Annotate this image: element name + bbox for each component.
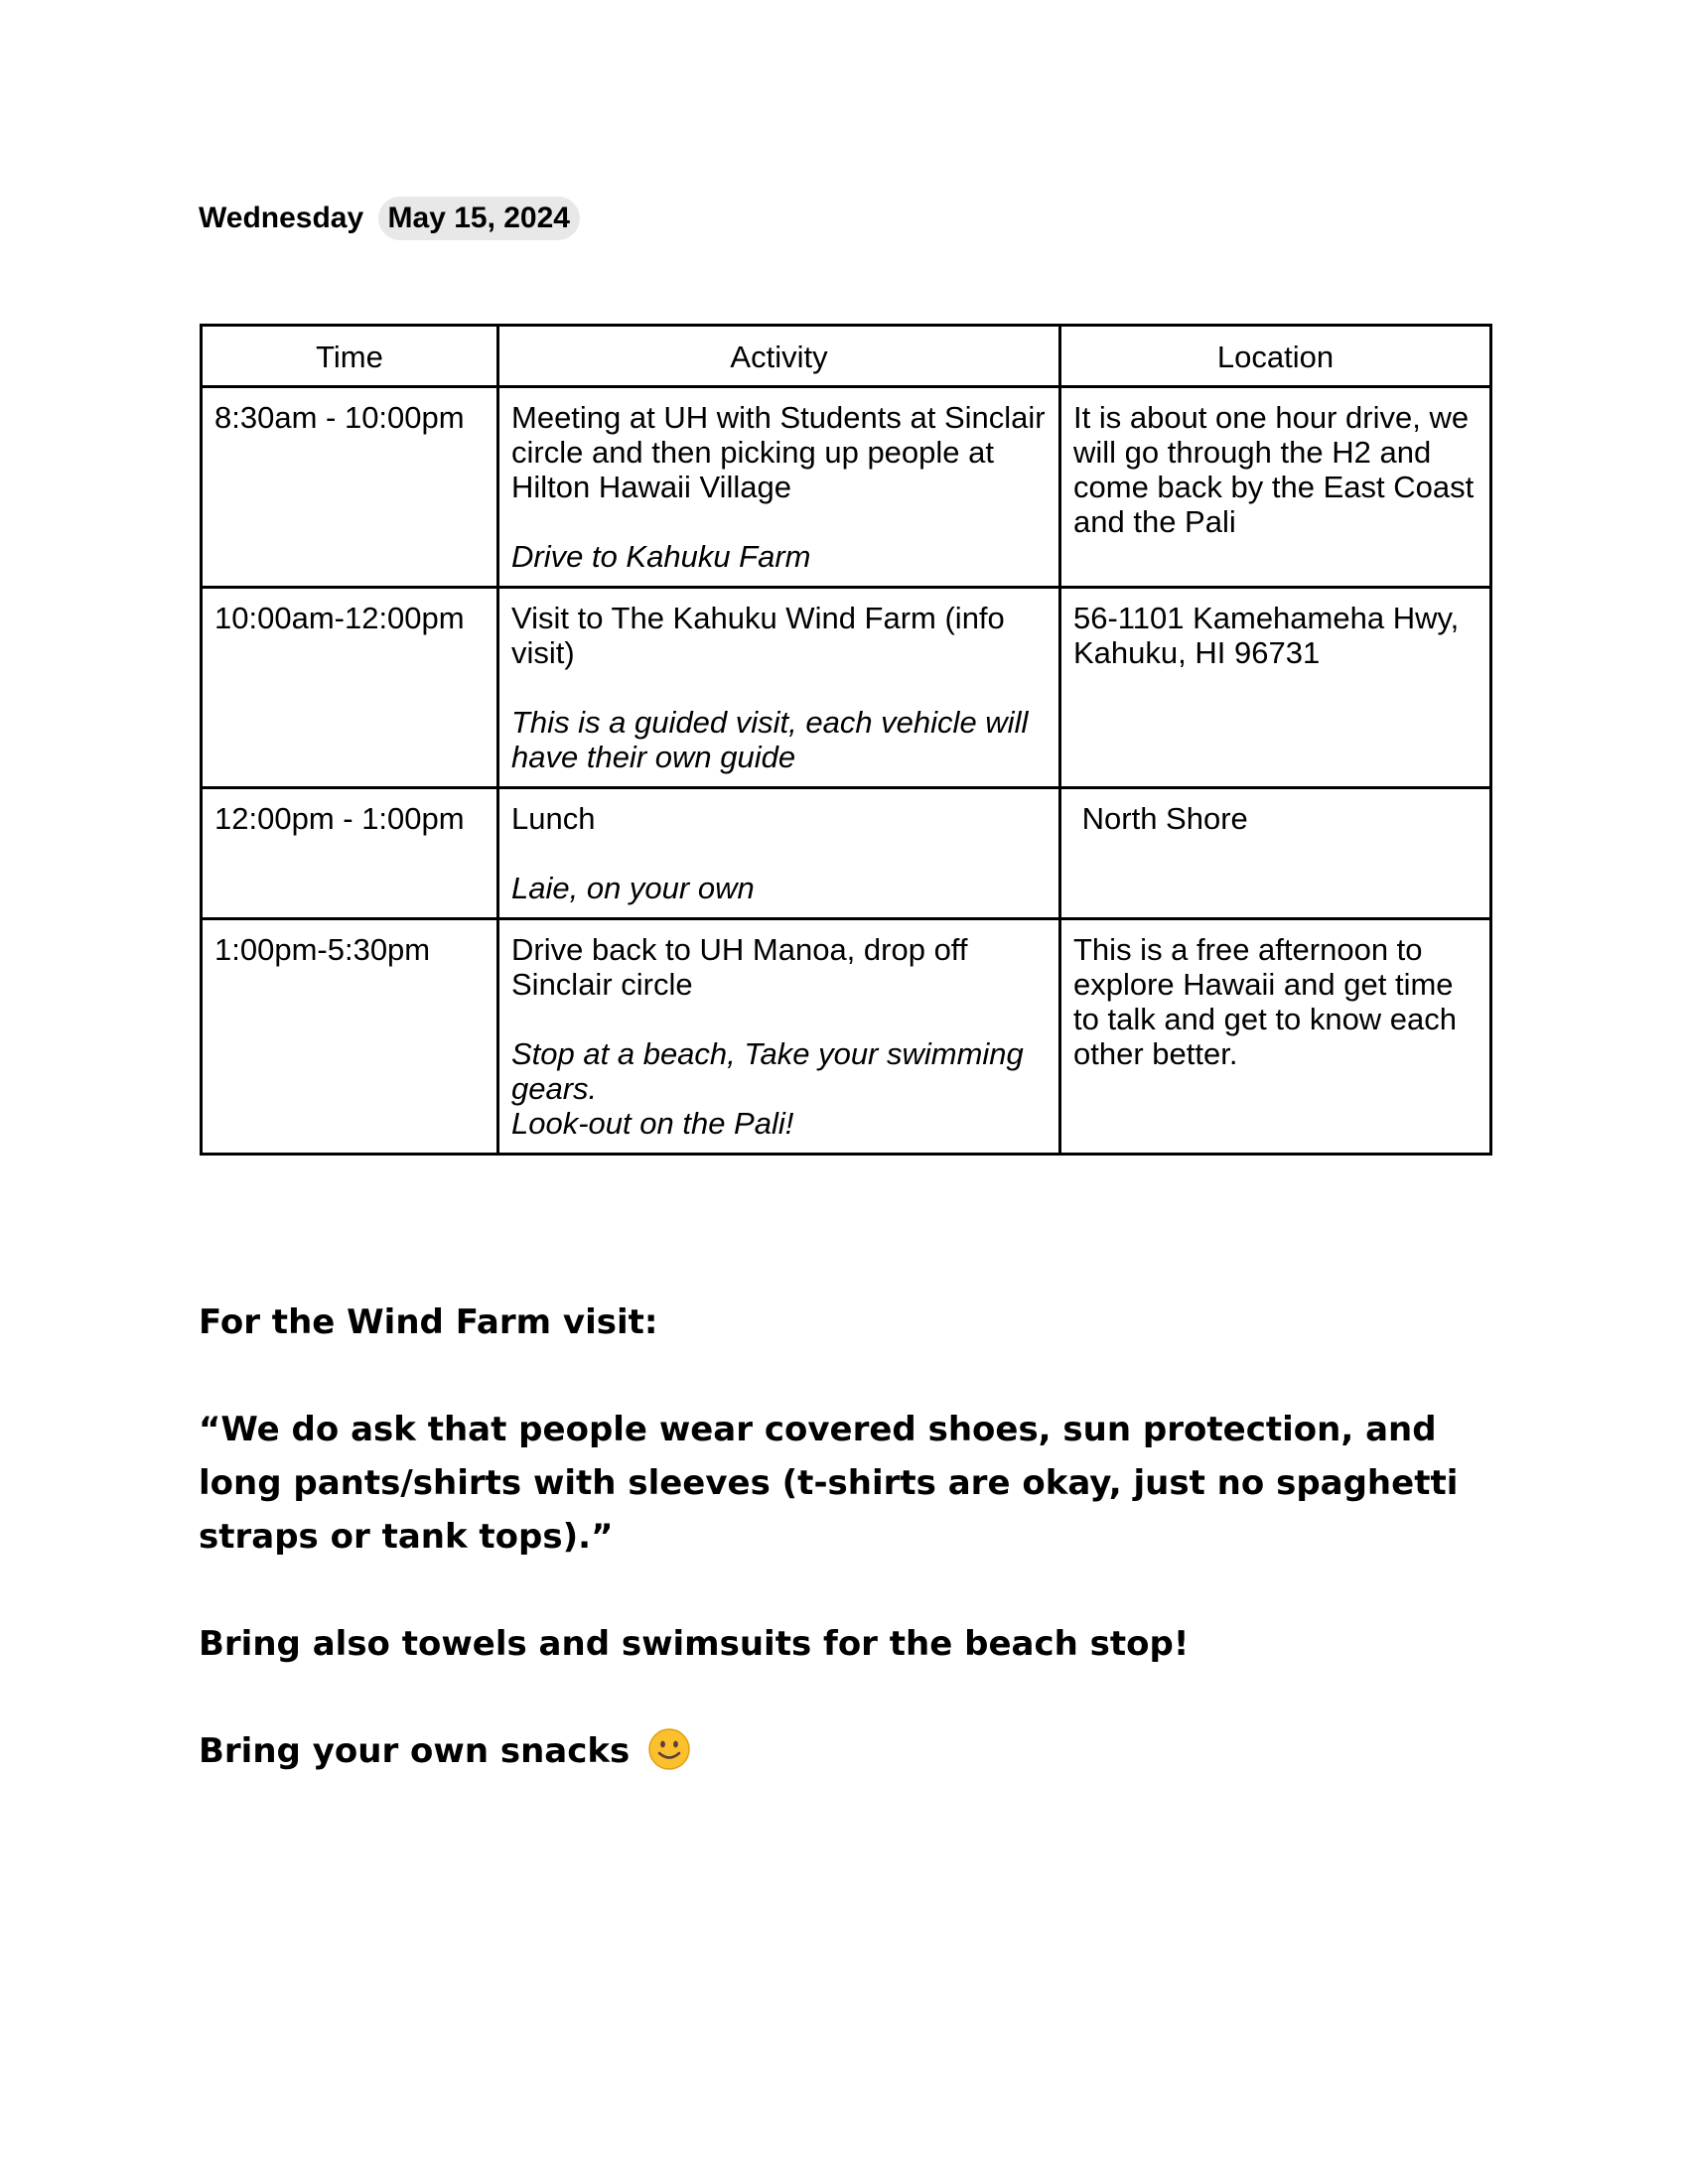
activity-cell xyxy=(498,919,1060,1155)
schedule-table xyxy=(200,324,1492,1156)
time-cell: 8:30am - 10:00pm xyxy=(202,387,498,588)
snacks-text: Bring your own snacks xyxy=(199,1731,631,1771)
location-cell: This is a free afternoon to explore Hawaii and get time to talk and get to know each other better. xyxy=(1060,919,1491,1155)
column-header-time: Time xyxy=(202,326,498,387)
activity-text: Lunch xyxy=(511,801,596,836)
time-cell: 10:00am-12:00pm xyxy=(202,588,498,788)
date-chip[interactable]: May 15, 2024 xyxy=(378,197,580,240)
table-row xyxy=(202,919,1491,1155)
column-header-location: Location xyxy=(1060,326,1491,387)
beach-reminder: Bring also towels and swimsuits for the beach stop! xyxy=(199,1624,1190,1664)
activity-text: Visit to The Kahuku Wind Farm (info visit) xyxy=(511,601,1005,670)
activity-text: Drive back to UH Manoa, drop off Sinclair circle xyxy=(511,932,968,1002)
time-cell: 1:00pm-5:30pm xyxy=(202,919,498,1155)
snacks-reminder xyxy=(199,1724,1489,1778)
table-row xyxy=(202,387,1491,588)
activity-cell xyxy=(498,588,1060,788)
smiling-face-icon xyxy=(647,1727,691,1771)
activity-cell xyxy=(498,387,1060,588)
day-label: Wednesday xyxy=(199,202,364,234)
location-cell: North Shore xyxy=(1060,788,1491,919)
location-cell: 56-1101 Kamehameha Hwy, Kahuku, HI 96731 xyxy=(1060,588,1491,788)
date-heading xyxy=(199,197,580,240)
activity-note-2: Look-out on the Pali! xyxy=(511,1106,794,1141)
location-cell: It is about one hour drive, we will go through the H2 and come back by the East Coast and the Pali xyxy=(1060,387,1491,588)
activity-note: This is a guided visit, each vehicle will have their own guide xyxy=(511,705,1029,774)
notes-heading: For the Wind Farm visit: xyxy=(199,1302,658,1342)
table-row xyxy=(202,588,1491,788)
activity-cell xyxy=(498,788,1060,919)
activity-note: Stop at a beach, Take your swimming gears. xyxy=(511,1036,1024,1106)
notes-section xyxy=(199,1296,1489,1832)
activity-text: Meeting at UH with Students at Sinclair circle and then picking up people at Hilton Hawaii Village xyxy=(511,400,1046,504)
time-cell: 12:00pm - 1:00pm xyxy=(202,788,498,919)
table-row xyxy=(202,788,1491,919)
activity-note: Laie, on your own xyxy=(511,871,755,905)
dress-code-quote: “We do ask that people wear covered shoes, sun protection, and long pants/shirts with sleeves (t-shirts are okay, just no spaghetti straps or tank tops).” xyxy=(199,1410,1459,1557)
column-header-activity: Activity xyxy=(498,326,1060,387)
activity-note: Drive to Kahuku Farm xyxy=(511,539,811,574)
table-header-row xyxy=(202,326,1491,387)
